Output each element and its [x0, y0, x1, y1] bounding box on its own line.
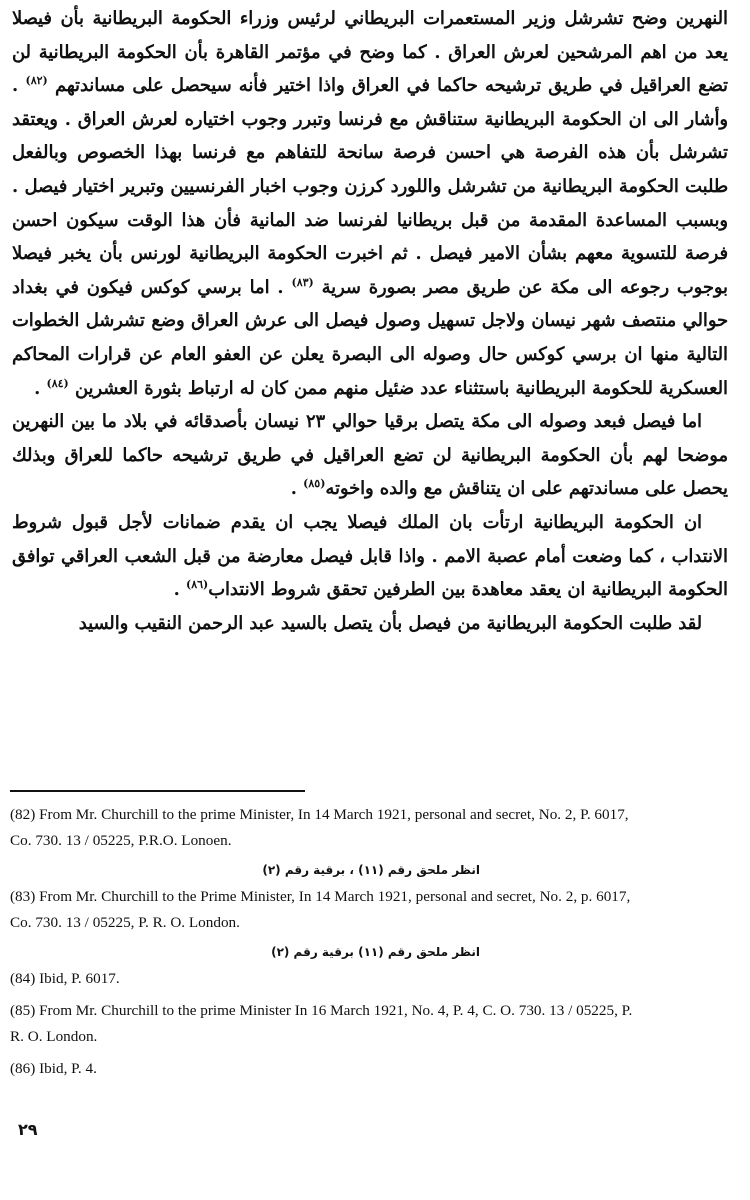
footnote-line: (84) Ibid, P. 6017. [10, 970, 120, 987]
paragraph-text: . [290, 478, 297, 500]
paragraph-text: . وأشار الى ان الحكومة البريطانية ستناقش مع فرنسا وتبرر وجوب اختياره لعرش العراق . ويعتقد تشرشل بأن هذه الفرصة هي احسن فرصة سانحة للتفاهم مع فرنسا بهذا الخصوص وبالفعل طلبت الحكومة البريطانية من تشرشل واللورد كرزن وجوب اخبار الفرنسيين وتبرير اختيار فيصل . وبسبب المساعدة المقدمة من قبل بريطانيا لفرنسا ضد المانية فأن هذا الوقت سيكون احسن فرصة للتسوية معهم بشأن الامير فيصل . ثم اخبرت الحكومة البريطانية لورنس بأن يخبر فيصلا بوجوب رجوعه الى مكة عن طريق مصر بصورة سرية [12, 75, 728, 298]
footnote-line: Co. 730. 13 / 05225, P. R. O. London. [10, 914, 240, 931]
footnote-line: (86) Ibid, P. 4. [10, 1060, 97, 1077]
paragraph [12, 506, 728, 607]
footnote-86 [10, 1056, 738, 1082]
footnote-84 [10, 966, 738, 992]
footnote-ref: (٨٤) [46, 376, 69, 390]
paragraph-text: . [34, 377, 41, 399]
footnote-line: Co. 730. 13 / 05225, P.R.O. Lonoen. [10, 832, 232, 849]
footnote-arabic-note: انظر ملحق رقم (١١) ، برقية رقم (٢) [262, 863, 480, 877]
footnotes [10, 802, 738, 1088]
footnote-line: (82) From Mr. Churchill to the prime Minister, In 14 March 1921, personal and secret, No. 2, P. 6017, [10, 806, 629, 823]
paragraph-text: . [173, 579, 180, 601]
footnote-83 [10, 884, 738, 936]
page-number: ٢٩ [18, 1120, 38, 1139]
footnote-85 [10, 998, 738, 1050]
main-text [12, 0, 728, 640]
footnote-arabic-note: انظر ملحق رقم (١١) برقية رقم (٢) [271, 945, 480, 959]
paragraph [12, 405, 728, 506]
footnote-line: (83) From Mr. Churchill to the Prime Minister, In 14 March 1921, personal and secret, No. 2, p. 6017, [10, 888, 631, 905]
footnote-ref: (٨٣) [291, 275, 314, 289]
paragraph [12, 2, 728, 405]
paragraph [12, 607, 728, 641]
paragraph-text: لقد طلبت الحكومة البريطانية من فيصل بأن يتصل بالسيد عبد الرحمن النقيب والسيد [78, 612, 702, 634]
paragraph-text: اما فيصل فبعد وصوله الى مكة يتصل برقيا حوالي ٢٣ نيسان بأصدقائه في بلاد ما بين النهرين موضحا لهم بأن الحكومة البريطانية لن تضع العراقيل في طريق ترشيحه حاكما للعراق وبذلك يحصل على مساندتهم على ان يتناقش مع والده واخوته [12, 411, 728, 500]
footnote-ref: (٨٦) [185, 578, 209, 592]
footnote-divider [10, 790, 305, 792]
footnote-ref: (٨٢) [25, 74, 48, 88]
paragraph-text: النهرين وضح تشرشل وزير المستعمرات البريطاني لرئيس وزراء الحكومة البريطانية بأن فيصلا يعد من اهم المرشحين لعرش العراق . كما وضح في مؤتمر القاهرة بأن الحكومة البريطانية لن تضع العراقيل في طريق ترشيحه حاكما في العراق واذا اختير فأنه سيحصل على مساندتهم [12, 8, 728, 97]
paragraph-text: . اما برسي كوكس فيكون في بغداد حوالي منتصف شهر نيسان ولاجل تسهيل وصول فيصل الى عرش العراق وضع تشرشل الخطوات التالية منها ان برسي كوكس حال وصوله الى البصرة يعلن عن العفو العام عن قرارات المحاكم العسكرية للحكومة البريطانية باستثناء عدد ضئيل منهم ممن كان له ارتباط بثورة العشرين [12, 276, 728, 399]
footnote-line: (85) From Mr. Churchill to the prime Minister In 16 March 1921, No. 4, P. 4, C. O. 730. 13 / 05225, P. [10, 1002, 633, 1019]
paragraph-text: ان الحكومة البريطانية ارتأت بان الملك فيصلا يجب ان يقدم ضمانات لأجل قبول شروط الانتداب ، كما وضعت أمام عصبة الامم . واذا قابل فيصل معارضة من قبل الشعب العراقي توافق الحكومة البريطانية ان يعقد معاهدة بين الطرفين تحقق شروط الانتداب [12, 511, 728, 601]
footnote-82 [10, 802, 738, 854]
footnote-ref: (٨٥) [303, 477, 326, 491]
footnote-line: R. O. London. [10, 1028, 98, 1045]
